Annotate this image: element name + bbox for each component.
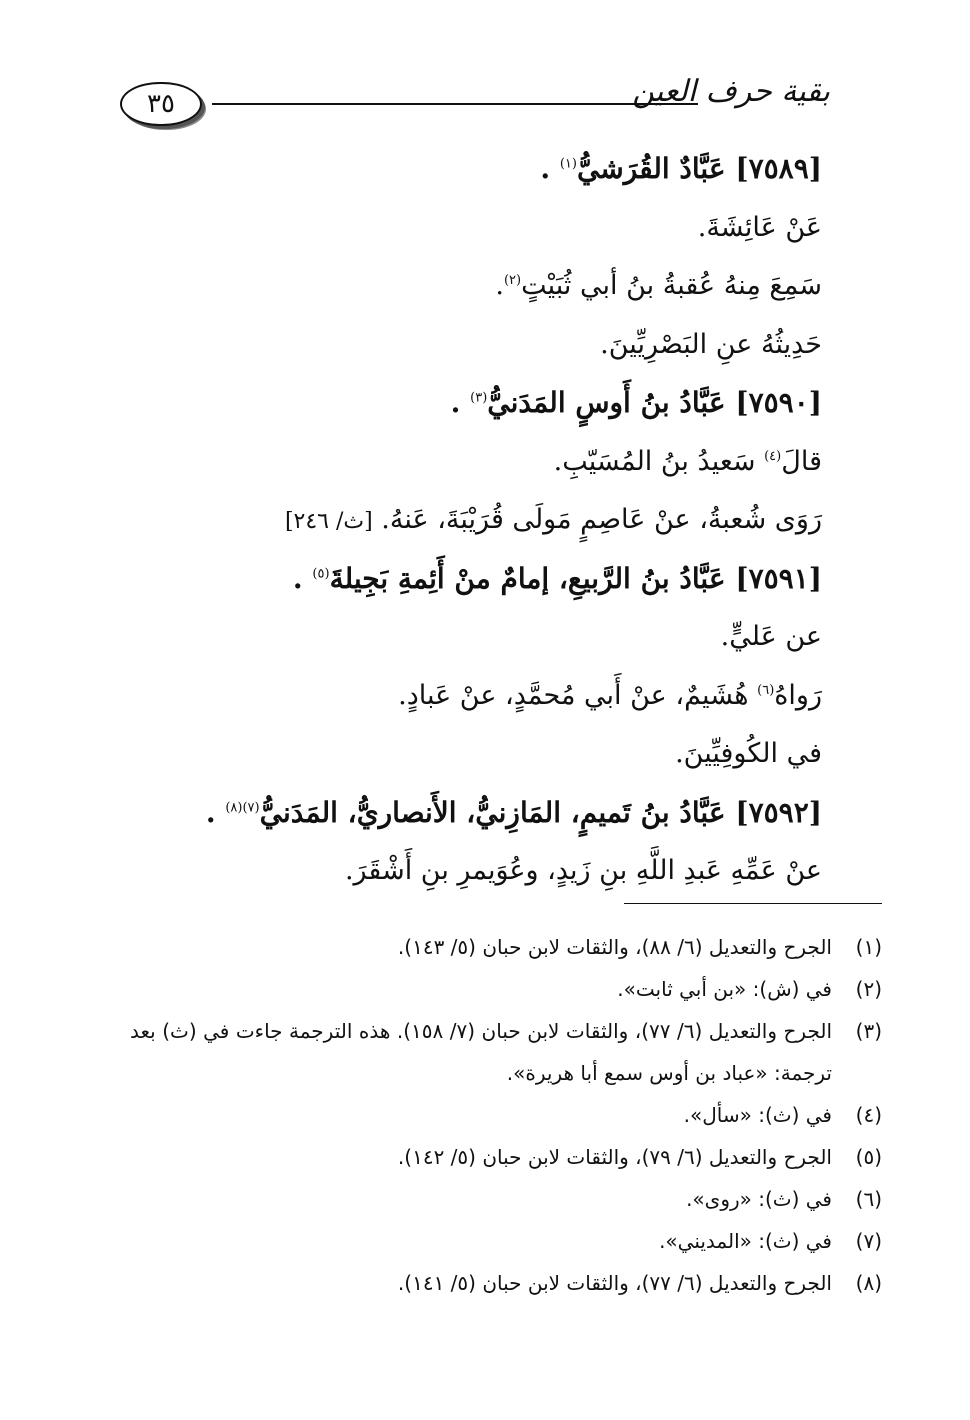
footnote-marker: (٤)	[764, 448, 782, 464]
entry-7592	[122, 784, 822, 843]
footnote-number: (٨)	[855, 1271, 882, 1295]
footnote-marker: (٥)	[312, 566, 330, 582]
footnote	[130, 1010, 882, 1094]
footnote-number: (٣)	[855, 1019, 882, 1043]
page-number: ٣٥	[120, 82, 202, 126]
footnote	[130, 968, 882, 1010]
text-line: عنْ عَمِّهِ عَبدِ اللَّهِ بنِ زَيدٍ، وعُوَيمرِ بنِ أَشْقَرَ.	[344, 855, 822, 886]
footnote-text: الجرح والتعديل (٦/ ٧٩)، والثقات لابن حبان (٥/ ١٤٢).	[397, 1145, 832, 1169]
footnote-text: الجرح والتعديل (٦/ ٨٨)، والثقات لابن حبان (٥/ ١٤٣).	[397, 935, 832, 959]
footnote	[130, 1262, 882, 1304]
footnote-text: في (ش): «بن أبي ثابت».	[617, 977, 832, 1001]
entry-end: .	[292, 561, 303, 595]
footnote-marker: (٦)	[757, 682, 775, 698]
footnote-marker: (٢)	[503, 273, 522, 288]
text-line: حَدِيثُهُ عنِ البَصْرِيِّينَ.	[600, 328, 822, 360]
text-line: رَوَى شُعبةُ، عنْ عَاصِمٍ مَولَى قُرَيْبَةَ، عَنهُ. [ث/ ٢٤٦]	[284, 504, 822, 535]
text-line: رَواهُ$^{(٦)}$ هُشَيمٌ، عنْ أَبي مُحمَّدٍ، عنْ عَبادٍ.	[398, 679, 822, 711]
footnote-text: في (ث): «سأل».	[683, 1103, 832, 1127]
footnote-text: الجرح والتعديل (٦/ ٧٧)، والثقات لابن حبان (٥/ ١٤١).	[397, 1271, 832, 1295]
footnote-marker: (٣)	[470, 390, 488, 406]
footnote-text: الجرح والتعديل (٦/ ٧٧)، والثقات لابن حبان (٧/ ١٥٨). هذه الترجمة جاءت في (ث) بعد ترجمة: «عباد بن أوس سمع أبا هريرة».	[130, 1019, 833, 1085]
footnote-number: (٦)	[855, 1187, 882, 1211]
footnote-text: في (ث): «روى».	[686, 1187, 832, 1211]
footnote	[130, 1094, 882, 1136]
entry-name: عَبَّادُ بنُ تَميمٍ، المَازِنيُّ، الأَنصاريُّ، المَدَنيُّ	[259, 795, 726, 829]
entry-end: .	[540, 152, 551, 185]
footnote-number: (٥)	[855, 1145, 882, 1169]
entry-name: عَبَّادُ بنُ أَوسٍ المَدَنيُّ	[487, 386, 726, 419]
entry-name: عَبَّادُ بنُ الرَّبيعِ، إمامٌ منْ أَئِمةِ بَجِيلةَ	[329, 561, 726, 595]
footnote-number: (١)	[855, 935, 882, 959]
text-line: قالَ$^{(٤)}$ سَعيدُ بنُ المُسَيّبِ.	[553, 445, 822, 477]
entry-number: [٧٥٨٩]	[735, 152, 822, 185]
text-line: سَمِعَ مِنهُ عُقبةُ بنُ أبي ثُبَيْتٍ$^{(٢)}$.	[495, 270, 822, 301]
header-rule	[212, 103, 698, 105]
entry-number: [٧٥٩١]	[735, 561, 822, 595]
entry-end: .	[450, 386, 461, 419]
footnote-marker: (٧)(٨)	[225, 800, 260, 816]
footnotes	[130, 926, 882, 1304]
footnote-number: (٢)	[855, 977, 882, 1001]
footnote-text: في (ث): «المديني».	[659, 1229, 832, 1253]
footnote	[130, 1220, 882, 1262]
footnote-marker: (١)	[559, 156, 577, 172]
footnote-number: (٧)	[855, 1229, 882, 1253]
entry-number: [٧٥٩٠]	[735, 386, 822, 419]
main-text	[122, 140, 822, 901]
entry-7590	[122, 374, 822, 433]
footnote-number: (٤)	[855, 1103, 882, 1127]
footnote	[130, 1178, 882, 1220]
footnote	[130, 1136, 882, 1178]
entry-name: عَبَّادٌ القُرَشيُّ	[576, 152, 726, 185]
entry-7589	[122, 140, 822, 199]
page-header	[120, 74, 830, 134]
entry-7591	[122, 550, 822, 609]
text-line: عن عَليٍّ.	[720, 621, 822, 652]
text-line: في الكُوفِيِّينَ.	[675, 738, 822, 769]
entry-number: [٧٥٩٢]	[735, 795, 822, 829]
manuscript-ref: [ث/ ٢٤٦]	[284, 509, 373, 534]
text-line: عَنْ عَائِشَةَ.	[697, 211, 822, 243]
entry-end: .	[205, 795, 216, 829]
footnote-separator	[624, 903, 882, 904]
footnote	[130, 926, 882, 968]
running-title: بقية حرف العين	[632, 74, 830, 109]
